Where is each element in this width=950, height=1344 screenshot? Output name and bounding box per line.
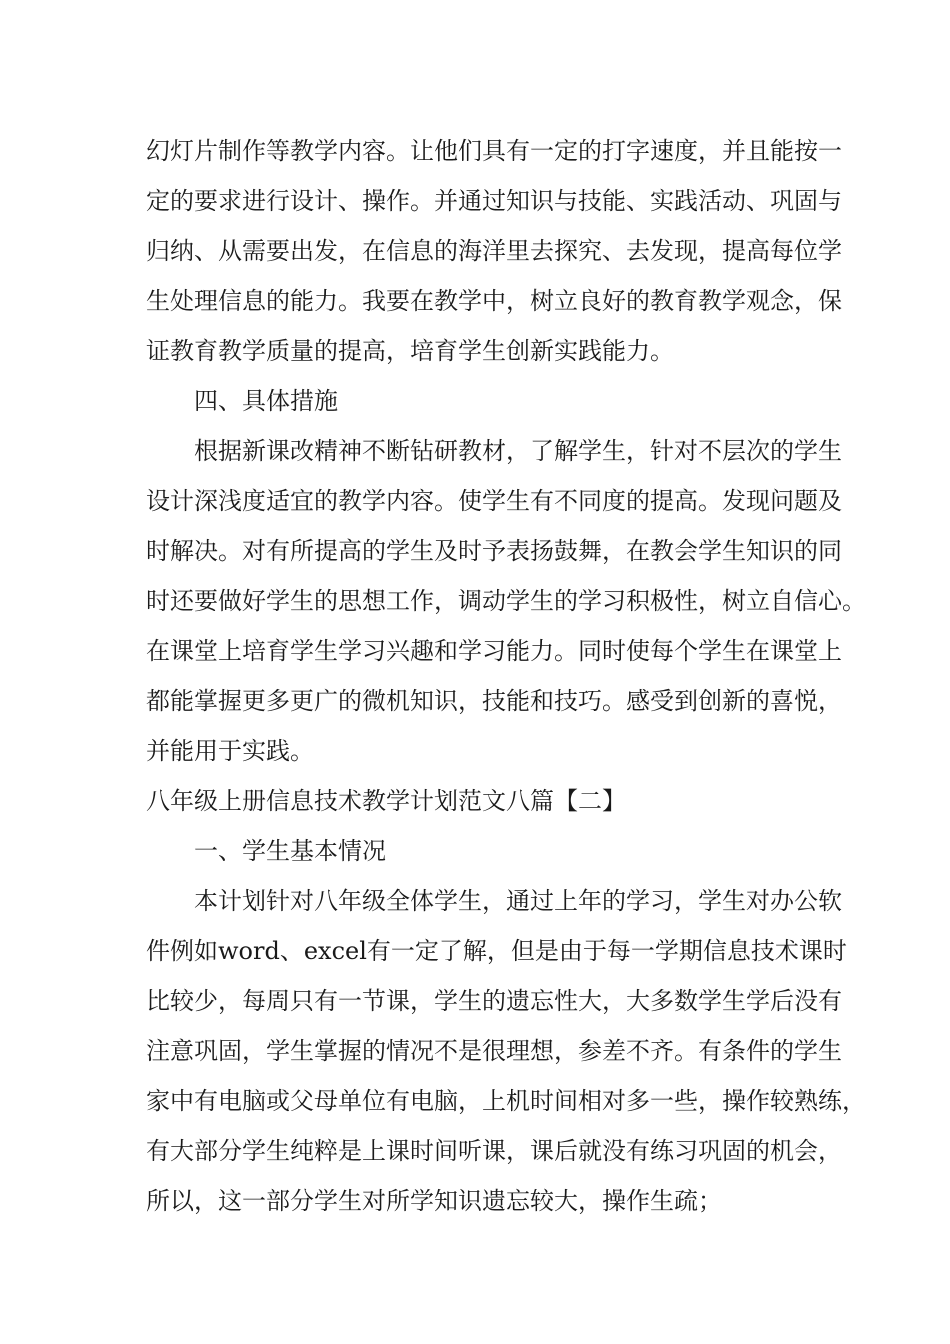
paragraph-line: 时还要做好学生的思想工作，调动学生的学习积极性，树立自信心。: [146, 587, 866, 615]
paragraph-line: 比较少，每周只有一节课，学生的遗忘性大，大多数学生学后没有: [146, 987, 842, 1015]
paragraph-line: 根据新课改精神不断钻研教材，了解学生，针对不层次的学生: [194, 437, 842, 465]
paragraph-line: 件例如word、excel有一定了解，但是由于每一学期信息技术课时: [146, 937, 847, 965]
section-heading: 一、学生基本情况: [194, 837, 386, 865]
paragraph-line: 在课堂上培育学生学习兴趣和学习能力。同时使每个学生在课堂上: [146, 637, 842, 665]
paragraph-line: 定的要求进行设计、操作。并通过知识与技能、实践活动、巩固与: [146, 187, 842, 215]
section-heading: 四、具体措施: [194, 387, 338, 415]
paragraph-line: 所以，这一部分学生对所学知识遗忘较大，操作生疏；: [146, 1187, 722, 1215]
paragraph-line: 归纳、从需要出发，在信息的海洋里去探究、去发现，提高每位学: [146, 237, 842, 265]
paragraph-line: 证教育教学质量的提高，培育学生创新实践能力。: [146, 337, 674, 365]
paragraph-line: 并能用于实践。: [146, 737, 314, 765]
paragraph-line: 有大部分学生纯粹是上课时间听课，课后就没有练习巩固的机会，: [146, 1137, 842, 1165]
paragraph-line: 设计深浅度适宜的教学内容。使学生有不同度的提高。发现问题及: [146, 487, 842, 515]
document-body: [146, 126, 866, 1226]
paragraph-line: 生处理信息的能力。我要在教学中，树立良好的教育教学观念，保: [146, 287, 842, 315]
paragraph-line: 时解决。对有所提高的学生及时予表扬鼓舞，在教会学生知识的同: [146, 537, 842, 565]
paragraph-line: 幻灯片制作等教学内容。让他们具有一定的打字速度，并且能按一: [146, 137, 842, 165]
paragraph-line: 本计划针对八年级全体学生，通过上年的学习，学生对办公软: [194, 887, 842, 915]
paragraph-line: 家中有电脑或父母单位有电脑，上机时间相对多一些，操作较熟练，: [146, 1087, 866, 1115]
article-title: 八年级上册信息技术教学计划范文八篇【二】: [146, 787, 626, 815]
paragraph-line: 注意巩固，学生掌握的情况不是很理想，参差不齐。有条件的学生: [146, 1037, 842, 1065]
paragraph-line: 都能掌握更多更广的微机知识，技能和技巧。感受到创新的喜悦，: [146, 687, 842, 715]
